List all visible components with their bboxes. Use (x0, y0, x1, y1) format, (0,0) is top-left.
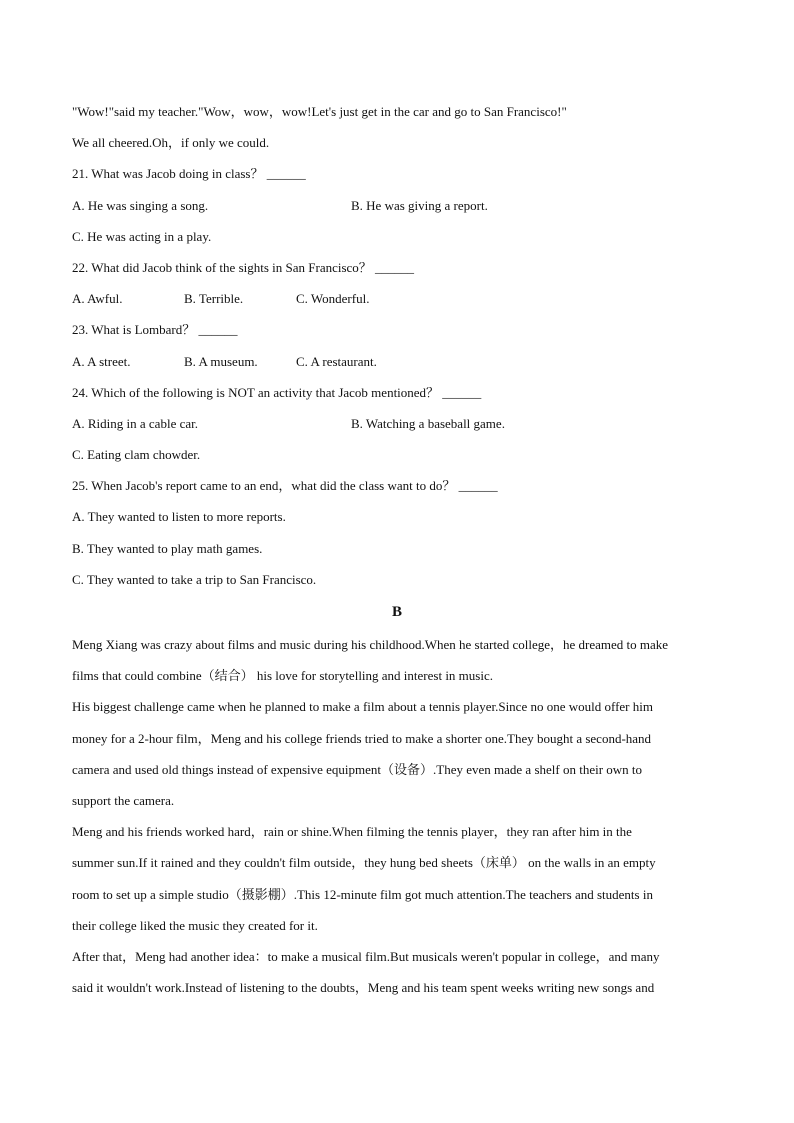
passage-line: support the camera. (72, 792, 175, 808)
passage-line: summer sun.If it rained and they couldn't film outside，they hung bed sheets（床单） on the walls in an empty (72, 855, 656, 871)
passage-line: Meng and his friends worked hard，rain or shine.When filming the tennis player，they ran after him in the (72, 824, 632, 840)
option-c: C. He was acting in a play. (72, 228, 212, 244)
option-c: C. Eating clam chowder. (72, 447, 201, 463)
passage-line: their college liked the music they created for it. (72, 917, 318, 933)
option-a: A. Riding in a cable car. (72, 415, 198, 431)
passage-line: said it wouldn't work.Instead of listening to the doubts，Meng and his team spent weeks writing new songs and (72, 980, 655, 996)
option-row (72, 408, 722, 439)
question-stem: 21. What was Jacob doing in class？ ______ (72, 166, 306, 182)
passage-line: room to set up a simple studio（摄影棚）.This 12-minute film got much attention.The teachers and students in (72, 886, 653, 902)
option-c: C. Wonderful. (296, 291, 370, 307)
option-b: B. They wanted to play math games. (72, 540, 263, 556)
option-row (72, 346, 722, 377)
passage-line: films that could combine（结合） his love for storytelling and interest in music. (72, 668, 493, 684)
passage-line: His biggest challenge came when he planned to make a film about a tennis player.Since no one would offer him (72, 699, 653, 715)
option-c: C. They wanted to take a trip to San Francisco. (72, 571, 317, 587)
passage-line: camera and used old things instead of expensive equipment（设备）.They even made a shelf on their own to (72, 761, 643, 777)
option-b: B. He was giving a report. (351, 197, 488, 213)
passage-line: "Wow!"said my teacher."Wow，wow，wow!Let's just get in the car and go to San Francisco!" (72, 104, 567, 119)
option-a: A. A street. (72, 353, 131, 369)
document-page (72, 96, 722, 1003)
option-row (72, 283, 722, 314)
passage-line: We all cheered.Oh，if only we could. (72, 135, 270, 151)
passage-line: money for a 2-hour film，Meng and his college friends tried to make a shorter one.They bought a second-hand (72, 730, 652, 746)
section-heading: B (391, 604, 402, 620)
question-stem: 25. When Jacob's report came to an end，what did the class want to do？ ______ (72, 478, 498, 494)
question-stem: 23. What is Lombard？ ______ (72, 322, 238, 338)
passage-line: After that，Meng had another idea：to make a musical film.But musicals weren't popular in college，and many (72, 948, 660, 964)
question-stem: 24. Which of the following is NOT an activity that Jacob mentioned？ ______ (72, 384, 482, 400)
option-b: B. Watching a baseball game. (351, 415, 505, 431)
option-a: A. They wanted to listen to more reports. (72, 509, 286, 525)
question-stem: 22. What did Jacob think of the sights in San Francisco？ ______ (72, 259, 415, 275)
option-c: C. A restaurant. (296, 353, 377, 369)
passage-line: Meng Xiang was crazy about films and music during his childhood.When he started college，he dreamed to make (72, 637, 669, 652)
option-b: B. Terrible. (184, 291, 244, 307)
option-row (72, 190, 722, 221)
option-b: B. A museum. (184, 353, 258, 369)
option-a: A. Awful. (72, 291, 123, 307)
option-a: A. He was singing a song. (72, 197, 209, 213)
